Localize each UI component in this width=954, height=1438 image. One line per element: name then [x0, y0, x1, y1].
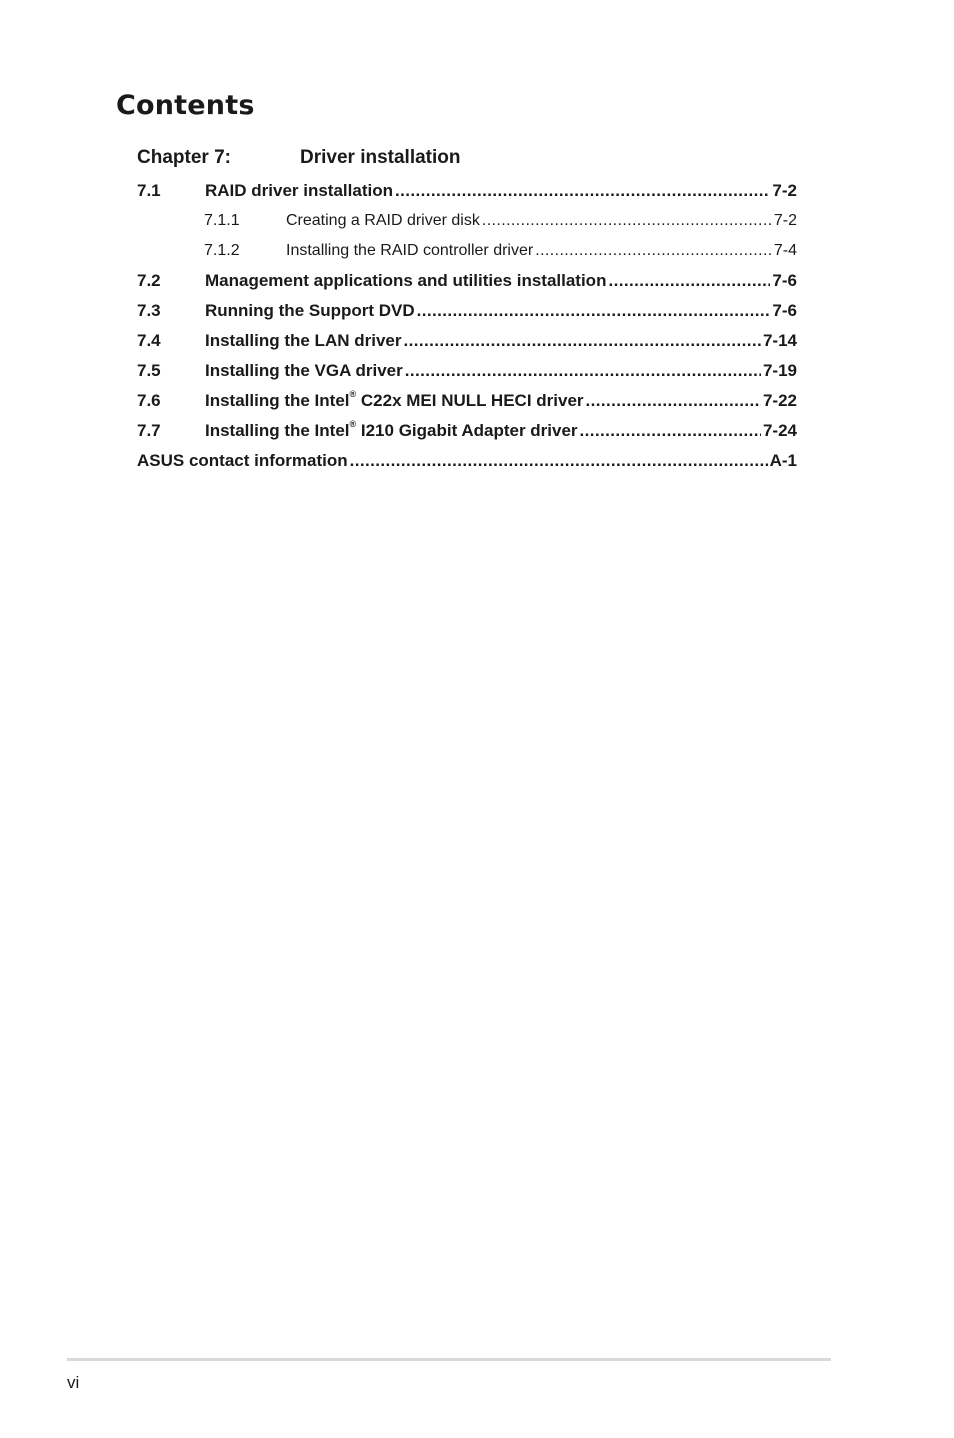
- toc-entry-number: 7.1: [137, 181, 161, 200]
- dot-leader: [350, 446, 768, 476]
- toc-entry-title: Installing the RAID controller driver: [286, 242, 534, 259]
- toc-entry-title: Installing the VGA driver: [205, 361, 403, 380]
- dot-leader: [405, 356, 761, 386]
- dot-leader: [417, 296, 771, 326]
- toc-entry-title: Installing the Intel® I210 Gigabit Adapter driver: [205, 419, 578, 440]
- dot-leader: [395, 176, 770, 206]
- toc-entry-page: A-1: [769, 451, 797, 470]
- toc-entry-title: Running the Support DVD: [205, 301, 415, 320]
- toc-entry-7-6[interactable]: [137, 386, 797, 416]
- toc-entry-title: Creating a RAID driver disk: [286, 212, 480, 229]
- toc-entry-page: 7-2: [772, 181, 797, 200]
- registered-mark: ®: [349, 389, 357, 400]
- toc-entry-number: 7.1.1: [204, 212, 240, 229]
- toc-entry-number: 7.6: [137, 391, 161, 410]
- toc-entry-page: 7-6: [772, 271, 797, 290]
- toc-entry-number: 7.5: [137, 361, 161, 380]
- toc-entry-7-4[interactable]: [137, 326, 797, 356]
- toc-entry-7-3[interactable]: [137, 296, 797, 326]
- toc-entry-page: 7-6: [772, 301, 797, 320]
- dot-leader: [482, 206, 772, 236]
- toc-entry-title: ASUS contact information: [137, 451, 348, 470]
- toc-entry-7-5[interactable]: [137, 356, 797, 386]
- toc-entry-number: 7.1.2: [204, 242, 240, 259]
- toc-entry-title: RAID driver installation: [205, 181, 393, 200]
- toc-entry-page: 7-22: [762, 391, 797, 410]
- footer-page-number: vi: [67, 1373, 80, 1392]
- toc-entry-page: 7-19: [762, 361, 797, 380]
- footer-divider: [67, 1358, 831, 1361]
- dot-leader: [403, 326, 760, 356]
- dot-leader: [586, 386, 761, 416]
- chapter-heading: [137, 147, 797, 169]
- page-title: Contents: [116, 90, 255, 121]
- table-of-contents: [137, 176, 797, 476]
- toc-entry-7-1[interactable]: [137, 176, 797, 206]
- toc-entry-page: 7-24: [762, 421, 797, 440]
- toc-entry-number: 7.7: [137, 421, 161, 440]
- toc-entry-title: Management applications and utilities installation: [205, 271, 607, 290]
- toc-entry-title: Installing the Intel® C22x MEI NULL HECI driver: [205, 389, 584, 410]
- toc-entry-asus-contact[interactable]: [137, 446, 797, 476]
- toc-entry-7-7[interactable]: [137, 416, 797, 446]
- dot-leader: [535, 236, 772, 266]
- toc-entry-title: Installing the LAN driver: [205, 331, 402, 350]
- chapter-number: Chapter 7:: [137, 147, 231, 168]
- toc-entry-page: 7-14: [762, 331, 797, 350]
- registered-mark: ®: [349, 419, 357, 430]
- toc-entry-number: 7.2: [137, 271, 161, 290]
- toc-entry-7-1-2[interactable]: [137, 236, 797, 266]
- toc-entry-7-1-1[interactable]: [137, 206, 797, 236]
- toc-entry-number: 7.4: [137, 331, 161, 350]
- toc-entry-number: 7.3: [137, 301, 161, 320]
- toc-entry-7-2[interactable]: [137, 266, 797, 296]
- toc-entry-page: 7-2: [773, 212, 797, 229]
- toc-entry-page: 7-4: [773, 242, 797, 259]
- chapter-title: Driver installation: [300, 147, 461, 168]
- dot-leader: [580, 416, 761, 446]
- dot-leader: [608, 266, 770, 296]
